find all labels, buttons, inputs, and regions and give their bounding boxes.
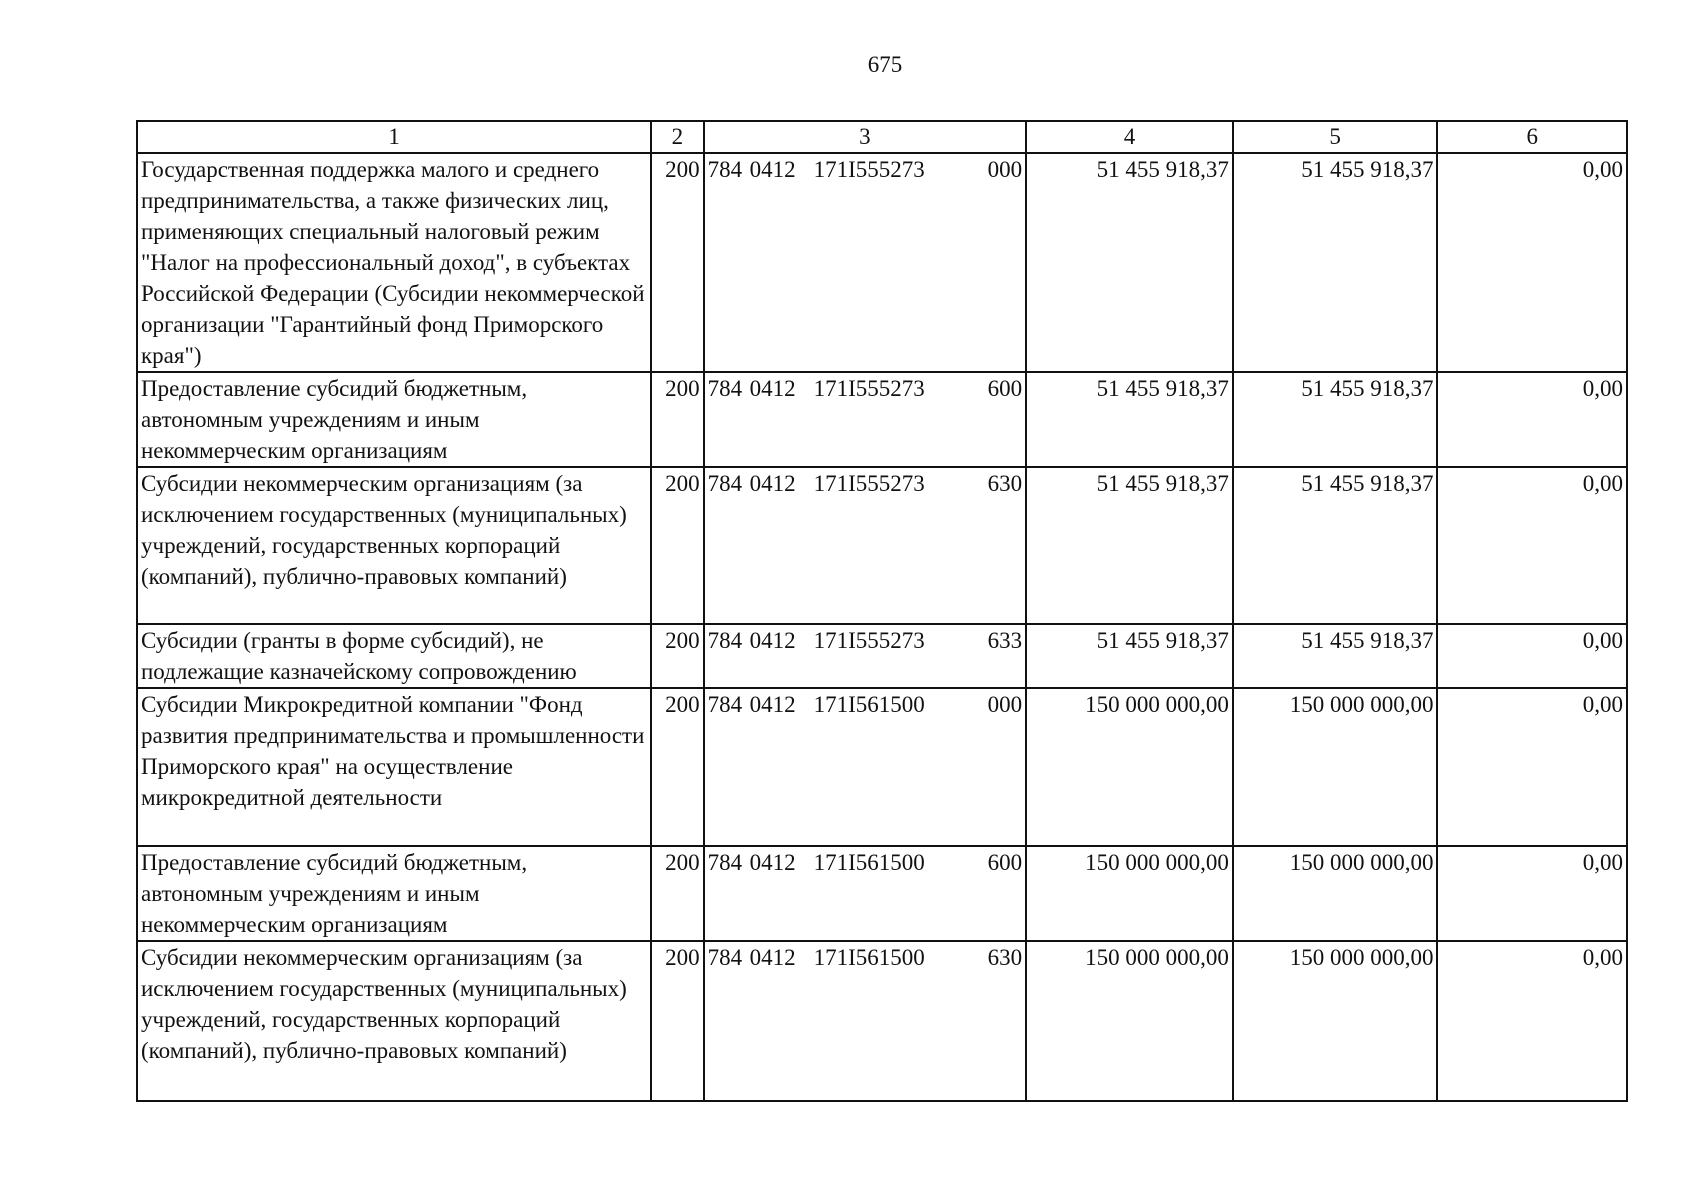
row-admin-code: 200 [651,846,703,941]
row-value-col6: 0,00 [1437,846,1627,941]
page-number: 675 [867,52,903,77]
row-value-col4: 51 455 918,37 [1026,467,1233,624]
column-header: 2 [651,121,703,153]
code-department: 784 [707,850,743,875]
row-admin-code: 200 [651,372,703,467]
row-budget-code [704,467,1027,624]
code-target-item: 171I561500 [813,945,925,970]
row-budget-code [704,688,1027,846]
code-section: 0412 [749,850,796,875]
row-value-col5: 51 455 918,37 [1233,153,1438,372]
code-expense-type: 633 [987,628,1023,653]
row-admin-code: 200 [651,153,703,372]
row-name: Субсидии Микрокредитной компании "Фонд развития предпринимательства и промышленности Приморского края" на осуществление микрокредитной деятельности [137,688,651,846]
row-value-col6: 0,00 [1437,941,1627,1101]
code-target-item: 171I561500 [813,692,925,717]
row-value-col4: 51 455 918,37 [1026,624,1233,688]
code-target-item: 171I561500 [813,850,925,875]
table-row [137,372,1627,467]
table-row [137,467,1627,624]
row-name: Субсидии некоммерческим организациям (за исключением государственных (муниципальных) учреждений, государственных корпораций (компаний), публично-правовых компаний) [137,941,651,1101]
code-department: 784 [707,692,743,717]
code-expense-type: 000 [987,157,1023,182]
table-row [137,688,1627,846]
code-department: 784 [707,945,743,970]
code-section: 0412 [749,471,796,496]
code-section: 0412 [749,157,796,182]
code-expense-type: 630 [987,471,1023,496]
row-value-col4: 150 000 000,00 [1026,688,1233,846]
row-budget-code [704,846,1027,941]
column-header: 3 [704,121,1027,153]
row-value-col5: 51 455 918,37 [1233,624,1438,688]
row-budget-code [704,941,1027,1101]
row-value-col4: 51 455 918,37 [1026,372,1233,467]
code-expense-type: 600 [987,850,1023,875]
code-target-item: 171I555273 [813,376,925,401]
table-row [137,846,1627,941]
row-admin-code: 200 [651,941,703,1101]
code-department: 784 [707,157,743,182]
budget-table [136,120,1628,1102]
code-section: 0412 [749,376,796,401]
row-name: Предоставление субсидий бюджетным, автономным учреждениям и иным некоммерческим организациям [137,372,651,467]
row-value-col6: 0,00 [1437,624,1627,688]
code-target-item: 171I555273 [813,628,925,653]
column-header: 6 [1437,121,1627,153]
row-budget-code [704,624,1027,688]
table-row [137,153,1627,372]
row-value-col5: 150 000 000,00 [1233,688,1438,846]
code-target-item: 171I555273 [813,157,925,182]
row-value-col5: 150 000 000,00 [1233,846,1438,941]
row-value-col4: 150 000 000,00 [1026,846,1233,941]
code-section: 0412 [749,692,796,717]
row-value-col6: 0,00 [1437,153,1627,372]
table-row [137,941,1627,1101]
row-name: Субсидии некоммерческим организациям (за исключением государственных (муниципальных) учреждений, государственных корпораций (компаний), публично-правовых компаний) [137,467,651,624]
code-target-item: 171I555273 [813,471,925,496]
code-expense-type: 000 [987,692,1023,717]
code-department: 784 [707,471,743,496]
row-value-col6: 0,00 [1437,688,1627,846]
table-header-row [137,121,1627,153]
row-value-col4: 51 455 918,37 [1026,153,1233,372]
row-value-col5: 51 455 918,37 [1233,372,1438,467]
row-value-col5: 51 455 918,37 [1233,467,1438,624]
row-value-col5: 150 000 000,00 [1233,941,1438,1101]
row-name: Предоставление субсидий бюджетным, автономным учреждениям и иным некоммерческим организациям [137,846,651,941]
code-section: 0412 [749,945,796,970]
row-value-col6: 0,00 [1437,372,1627,467]
code-expense-type: 600 [987,376,1023,401]
code-expense-type: 630 [987,945,1023,970]
code-department: 784 [707,628,743,653]
row-budget-code [704,153,1027,372]
row-name: Государственная поддержка малого и среднего предпринимательства, а также физических лиц, применяющих специальный налоговый режим "Налог на профессиональный доход", в субъектах Российской Федерации (Субсидии некоммерческой организации "Гарантийный фонд Приморского края") [137,153,651,372]
row-admin-code: 200 [651,688,703,846]
column-header: 4 [1026,121,1233,153]
code-section: 0412 [749,628,796,653]
code-department: 784 [707,376,743,401]
column-header: 1 [137,121,651,153]
table-row [137,624,1627,688]
row-budget-code [704,372,1027,467]
row-name: Субсидии (гранты в форме субсидий), не подлежащие казначейскому сопровождению [137,624,651,688]
row-admin-code: 200 [651,467,703,624]
row-value-col4: 150 000 000,00 [1026,941,1233,1101]
row-admin-code: 200 [651,624,703,688]
row-value-col6: 0,00 [1437,467,1627,624]
column-header: 5 [1233,121,1438,153]
